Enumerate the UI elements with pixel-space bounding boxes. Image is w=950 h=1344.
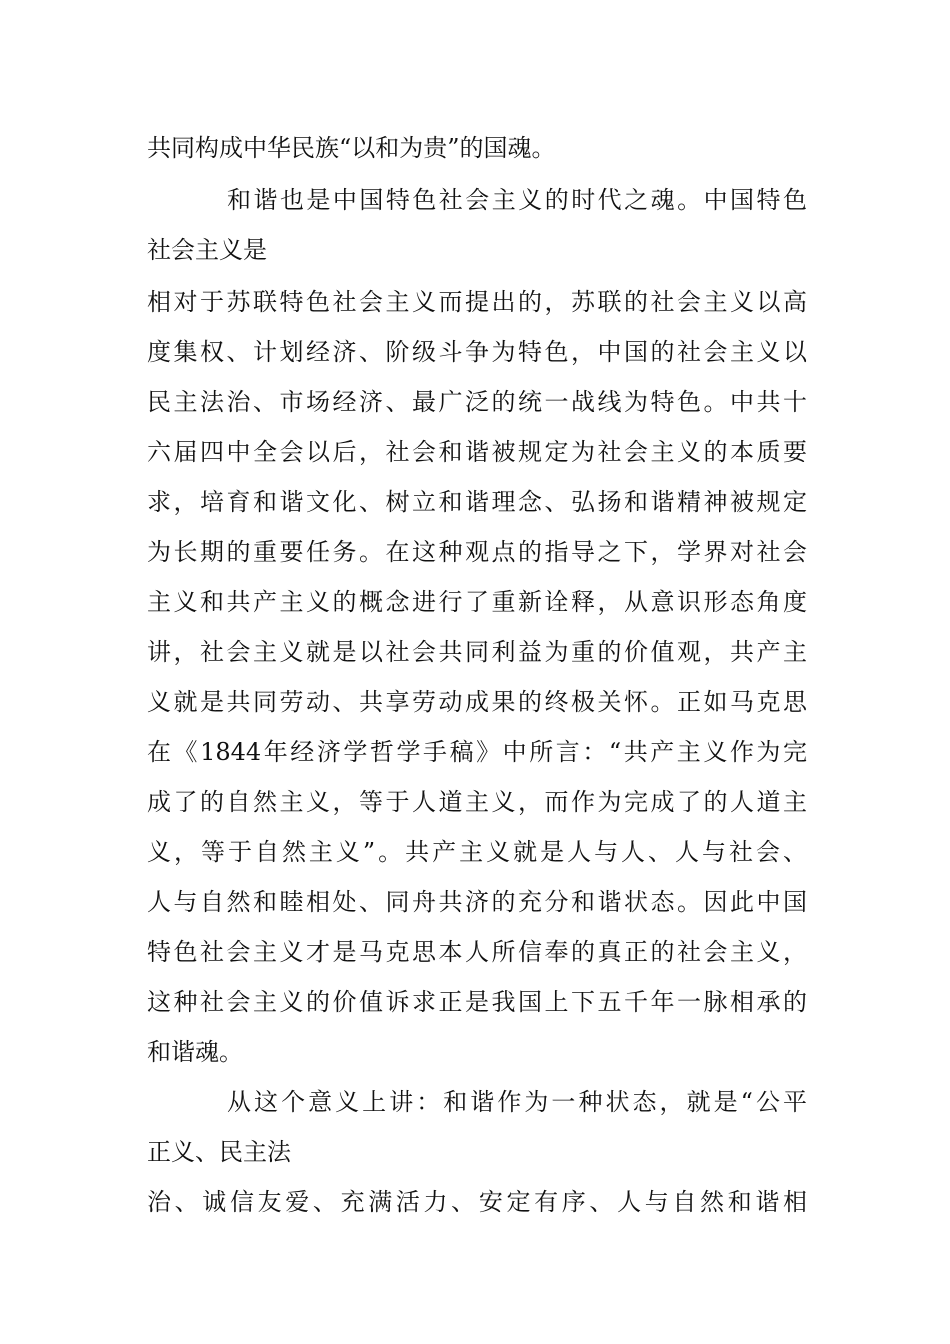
text-line: 治、诚信友爱、充满活力、安定有序、人与自然和谐相: [147, 1188, 807, 1216]
text-line: 共同构成中华民族“以和为贵”的国魂。: [147, 134, 556, 162]
text-line: 义，等于自然主义”。共产主义就是人与人、人与社会、: [147, 838, 807, 866]
text-line: 讲，社会主义就是以社会共同利益为重的价值观，共产主: [147, 638, 807, 666]
text-line: 在《1844年经济学哲学手稿》中所言：“共产主义作为完: [147, 738, 807, 766]
text-line: 六届四中全会以后，社会和谐被规定为社会主义的本质要: [147, 438, 807, 466]
text-line: 义就是共同劳动、共享劳动成果的终极关怀。正如马克思: [147, 688, 807, 716]
text-line: 特色社会主义才是马克思本人所信奉的真正的社会主义，: [147, 938, 807, 966]
text-line: 这种社会主义的价值诉求正是我国上下五千年一脉相承的: [147, 988, 807, 1016]
text-line: 为长期的重要任务。在这种观点的指导之下，学界对社会: [147, 538, 807, 566]
text-line: 民主法治、市场经济、最广泛的统一战线为特色。中共十: [147, 388, 807, 416]
text-line: 主义和共产主义的概念进行了重新诠释，从意识形态角度: [147, 588, 807, 616]
text-line: 成了的自然主义，等于人道主义，而作为完成了的人道主: [147, 788, 807, 816]
text-line: 从这个意义上讲：和谐作为一种状态，就是“公平: [227, 1088, 807, 1116]
text-line: 人与自然和睦相处、同舟共济的充分和谐状态。因此中国: [147, 888, 807, 916]
text-line: 和谐也是中国特色社会主义的时代之魂。中国特色: [227, 186, 807, 214]
text-line: 度集权、计划经济、阶级斗争为特色，中国的社会主义以: [147, 338, 807, 366]
text-line: 相对于苏联特色社会主义而提出的，苏联的社会主义以高: [147, 288, 807, 316]
text-line: 求，培育和谐文化、树立和谐理念、弘扬和谐精神被规定: [147, 488, 807, 516]
text-line: 社会主义是: [147, 236, 267, 264]
text-line: 和谐魂。: [147, 1038, 243, 1066]
text-line: 正义、民主法: [147, 1138, 291, 1166]
